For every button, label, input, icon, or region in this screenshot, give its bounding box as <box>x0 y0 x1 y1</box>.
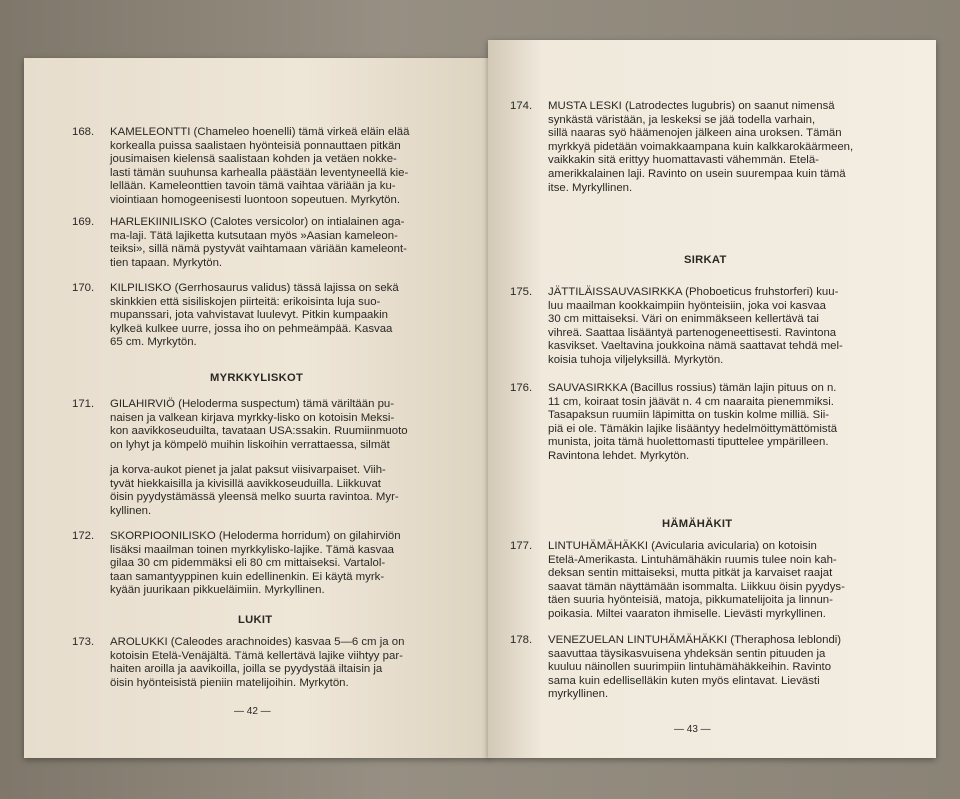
entry-number: 176. <box>510 382 533 394</box>
section-heading-lukit: LUKIT <box>238 614 273 626</box>
entry-171-continued <box>72 464 472 518</box>
entry-172 <box>72 530 472 598</box>
entry-text: VENEZUELAN LINTUHÄMÄHÄKKI (Theraphosa leblondi) saavuttaa täysikasvuisena yhdeksän sentin pituuden ja kuuluu näinollen suurimpiin lintuhämähäkkeihin. Ravinto sama kuin edelliselläkin kuten myös elintavat. Lievästi myrkyllinen. <box>548 634 842 701</box>
entry-text: SAUVASIRKKA (Bacillus rossius) tämän lajin pituus on n. 11 cm, koiraat tosin jäävät n. 4 cm naaraita pienemmiksi. Tasapaksun ruumiin läpimitta on tuskin kolme milliä. Sii- piä ei ole. Tämäkin lajike lisääntyy hedelmöittymättömistä munista, joita tämä huolettomasti tiputtelee ympärilleen. Ravintona lehdet. Myrkytön. <box>548 382 838 462</box>
entry-number: 175. <box>510 286 533 298</box>
entry-number: 174. <box>510 100 533 112</box>
entry-text: SKORPIOONILISKO (Heloderma horridum) on gilahirviön lisäksi maailman toinen myrkkylisko-lajike. Tämä kasvaa gilaa 30 cm pidemmäksi eli 80 cm mittaiseksi. Vartalol- taan samantyyppinen kuin edellinenkin. Ei käytä myrk- kyään juurikaan pikkueläimiin. Myrkyllinen. <box>110 530 401 597</box>
entry-text: AROLUKKI (Caleodes arachnoides) kasvaa 5—6 cm ja on kotoisin Etelä-Venäjältä. Tämä kellertävä lajike viihtyy par- haiten aroilla ja aavikoilla, joilla se pyydystää iltaisin ja öisin hyönteisistä pieniin matelijoihin. Myrkytön. <box>110 636 405 689</box>
entry-176 <box>510 382 920 464</box>
page-number: — 42 — <box>234 706 271 717</box>
entry-text: ja korva-aukot pienet ja jalat paksut viisivarpaiset. Viih- tyvät hiekkaisilla ja kivisillä aavikkoseuduilla. Liikkuvat öisin pyydystämässä yleensä melko suurta ravintoa. Myr- kyllinen. <box>110 464 399 517</box>
entry-text: GILAHIRVIÖ (Heloderma suspectum) tämä väriltään pu- naisen ja valkean kirjava myrkky-lisko on kotoisin Meksi- kon aavikkoseuduilta, tavataan USA:ssakin. Ruumiinmuoto on lyhyt ja kömpelö muihin liskoihin verrattaessa, silmät <box>110 398 408 451</box>
entry-171 <box>72 398 472 452</box>
entry-168 <box>72 126 472 208</box>
section-heading-myrkkyliskot: MYRKKYLISKOT <box>210 372 304 384</box>
left-page <box>24 58 490 758</box>
entry-170 <box>72 282 472 350</box>
entry-number: 172. <box>72 530 95 542</box>
entry-text: MUSTA LESKI (Latrodectes lugubris) on saanut nimensä synkästä väristään, ja leskeksi se jää todella varhain, sillä naaras syö häämenojen jälkeen aina uroksen. Tämän myrkkyä pidetään voimakkaampana kuin kalkkarokäärmeen, vaikkakin sitä erittyy huomattavasti vähemmän. Etelä- amerikkalainen laji. Ravinto on usein suurempaa kuin tämä itse. Myrkyllinen. <box>548 100 854 194</box>
entry-text: JÄTTILÄISSAUVASIRKKA (Phoboeticus fruhstorferi) kuu- luu maailman kookkaimpiin hyönteisiin, joka voi kasvaa 30 cm mittaiseksi. Väri on enimmäkseen kellertävä tai vihreä. Saattaa lisääntyä partenogeneettisesti. Ravintona kasvikset. Vaeltavina joukkoina nämä saattavat tehdä mel- koisia tuhoja viljelyksillä. Myrkytön. <box>548 286 843 366</box>
entry-175 <box>510 286 920 368</box>
section-heading-hamahakit: HÄMÄHÄKIT <box>662 518 733 530</box>
section-heading-sirkat: SIRKAT <box>684 254 727 266</box>
entry-text: LINTUHÄMÄHÄKKI (Avicularia avicularia) on kotoisin Etelä-Amerikasta. Lintuhämähäkin ruumis tulee noin kah- deksan sentin mittaiseksi, mutta pitkät ja karvaiset raajat saavat tämän näyttämään isommalta. Liikkuu öisin pyydys- täen suuria hyönteisiä, matoja, pikkumatelijoita ja linnun- poikasia. Miltei vaaraton ihmiselle. Lievästi myrkyllinen. <box>548 540 845 620</box>
entry-number: 170. <box>72 282 95 294</box>
entry-173 <box>72 636 472 690</box>
entry-178 <box>510 634 920 702</box>
entry-174 <box>510 100 920 195</box>
entry-text: HARLEKIINILISKO (Calotes versicolor) on intialainen aga- ma-laji. Tätä lajiketta kutsutaan myös »Aasian kameleon- teiksi», sillä nämä pystyvät vaihtamaan väriään kameleont- tien tapaan. Myrkytön. <box>110 216 407 269</box>
entry-177 <box>510 540 920 622</box>
entry-number: 178. <box>510 634 533 646</box>
page-number: — 43 — <box>674 724 711 735</box>
entry-169 <box>72 216 472 270</box>
right-page <box>488 40 936 758</box>
entry-text: KAMELEONTTI (Chameleo hoenelli) tämä virkeä eläin elää korkealla puissa saalistaen hyönteisiä ponnauttaen pitkän jousimaisen kielensä saalistaan kohden ja vetäen nokke- lasti tämän suuhunsa karhealla päästään leventyneellä kie- lellään. Kameleonttien tavoin tämä vaihtaa väriään ja ku- viointiaan homogeenisesti luontoon sopeutuen. Myrkytön. <box>110 126 410 206</box>
entry-number: 177. <box>510 540 533 552</box>
entry-text: KILPILISKO (Gerrhosaurus validus) tässä lajissa on sekä skinkkien että sisiliskojen piirteitä: erikoisinta luja suo- mupanssari, jota vahvistavat luulevyt. Pitkin kumpaakin kylkeä kulkee uurre, jossa iho on pehmeämpää. Kasvaa 65 cm. Myrkytön. <box>110 282 399 349</box>
entry-number: 169. <box>72 216 95 228</box>
entry-number: 168. <box>72 126 95 138</box>
entry-number: 173. <box>72 636 95 648</box>
entry-number: 171. <box>72 398 95 410</box>
